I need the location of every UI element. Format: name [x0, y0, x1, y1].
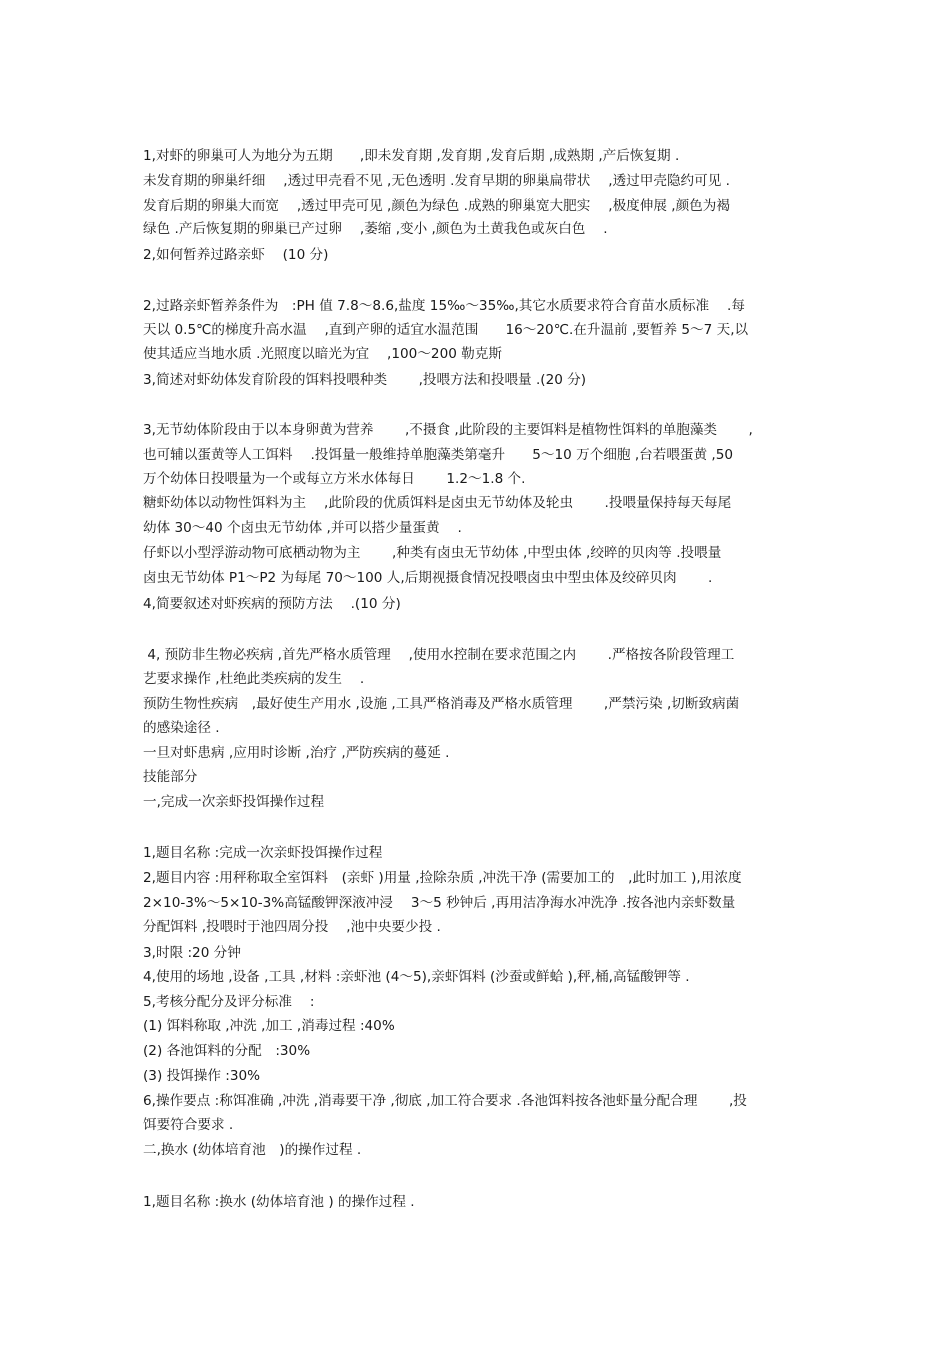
text-line: (1) 饵料称取 ,冲洗 ,加工 ,消毒过程 :40% [143, 1018, 395, 1034]
section-question: 2,如何暂养过路亲虾 (10 分) [143, 247, 329, 263]
text-line: 饵要符合要求 . [143, 1117, 234, 1133]
section-heading: 二,换水 (幼体培育池 )的操作过程 . [143, 1142, 362, 1158]
text-line: 未发育期的卵巢纤细 ,透过甲壳看不见 ,无色透明 .发育早期的卵巢扁带状 ,透过甲壳隐约可见 . [143, 173, 730, 189]
text-line: 预防生物性疾病 ,最好使生产用水 ,设施 ,工具严格消毒及严格水质管理 ,严禁污染 ,切断致病菌 [143, 696, 740, 712]
text-line: 4, 预防非生物必疾病 ,首先严格水质管理 ,使用水控制在要求范围之内 .严格按各阶段管理工 [143, 647, 735, 663]
text-line: 仔虾以小型浮游动物可底栖动物为主 ,种类有卤虫无节幼体 ,中型虫体 ,绞晬的贝肉等 .投喂量 [143, 545, 722, 561]
text-line: 1,题目名称 :完成一次亲虾投饵操作过程 [143, 845, 383, 861]
text-line: 绿色 .产后恢复期的卵巢已产过卵 ,萎缩 ,变小 ,颜色为土黄我色或灰白色 . [143, 221, 608, 237]
text-line: 使其适应当地水质 .光照度以暗光为宜 ,100～200 勒克斯 [143, 346, 502, 362]
section-question: 4,简要叙述对虾疾病的预防方法 .(10 分) [143, 596, 401, 612]
text-line: 2×10-3%～5×10-3%高锰酸钾深液冲浸 3～5 秒钟后 ,再用洁净海水冲洗净 .按各池内亲虾数量 [143, 895, 736, 911]
text-line: 的感染途径 . [143, 720, 220, 736]
text-line: 6,操作要点 :称饵准确 ,冲洗 ,消毒要干净 ,彻底 ,加工符合要求 .各池饵料按各池虾量分配合理 ,投 [143, 1093, 747, 1109]
text-line: 糖虾幼体以动物性饵料为主 ,此阶段的优质饵料是卤虫无节幼体及轮虫 .投喂量保持每天每尾 [143, 495, 732, 511]
text-line: 卤虫无节幼体 P1～P2 为每尾 70～100 人,后期视摄食情况投喂卤虫中型虫体及绞碎贝肉 . [143, 570, 713, 586]
text-line: 发育后期的卵巢大而宽 ,透过甲壳可见 ,颜色为绿色 .成熟的卵巢宽大肥实 ,极度伸展 ,颜色为褐 [143, 198, 730, 214]
text-line: 天以 0.5℃的梯度升高水温 ,直到产卵的适宜水温范围 16～20℃.在升温前 ,要暂养 5～7 天,以 [143, 322, 749, 338]
text-line: 艺要求操作 ,杜绝此类疾病的发生 . [143, 671, 365, 687]
text-line: 3,无节幼体阶段由于以本身卵黄为营养 ,不摄食 ,此阶段的主要饵料是植物性饵料的单胞藻类 , [143, 422, 753, 438]
text-line: 一旦对虾患病 ,应用时诊断 ,治疗 ,严防疾病的蔓延 . [143, 745, 450, 761]
text-line: (3) 投饵操作 :30% [143, 1068, 261, 1084]
section-question: 3,简述对虾幼体发育阶段的饵料投喂种类 ,投喂方法和投喂量 .(20 分) [143, 372, 587, 388]
text-line: 也可辅以蛋黄等人工饵料 .投饵量一般维持单胞藻类第毫升 5～10 万个细胞 ,台若喂蛋黄 ,50 [143, 447, 734, 463]
text-line: 万个幼体日投喂量为一个或每立方米水体每日 1.2～1.8 个. [143, 471, 526, 487]
text-line: 3,时限 :20 分钟 [143, 945, 241, 961]
section-heading: 技能部分 [143, 769, 198, 785]
text-line: 幼体 30～40 个卤虫无节幼体 ,并可以搭少量蛋黄 . [143, 520, 462, 536]
section-heading: 一,完成一次亲虾投饵操作过程 [143, 794, 325, 810]
text-line: 2,过路亲虾暂养条件为 :PH 值 7.8～8.6,盐度 15‰～35‰,其它水质要求符合育苗水质标准 .每 [143, 298, 745, 314]
text-line: 1,题目名称 :换水 (幼体培育池 ) 的操作过程 . [143, 1194, 415, 1210]
text-line: 1,对虾的卵巢可人为地分为五期 ,即未发育期 ,发育期 ,发育后期 ,成熟期 ,产后恢复期 . [143, 148, 680, 164]
text-line: 5,考核分配分及评分标准 : [143, 994, 315, 1010]
text-line: 4,使用的场地 ,设备 ,工具 ,材料 :亲虾池 (4～5),亲虾饵料 (沙蚕或鲜蛤 ),秤,桶,高锰酸钾等 . [143, 969, 690, 985]
text-line: 2,题目内容 :用秤称取全室饵料 (亲虾 )用量 ,捡除杂质 ,冲洗干净 (需要加工的 ,此时加工 ),用浓度 [143, 870, 742, 886]
text-line: (2) 各池饵料的分配 :30% [143, 1043, 311, 1059]
text-line: 分配饵料 ,投喂时于池四周分投 ,池中央要少投 . [143, 919, 441, 935]
